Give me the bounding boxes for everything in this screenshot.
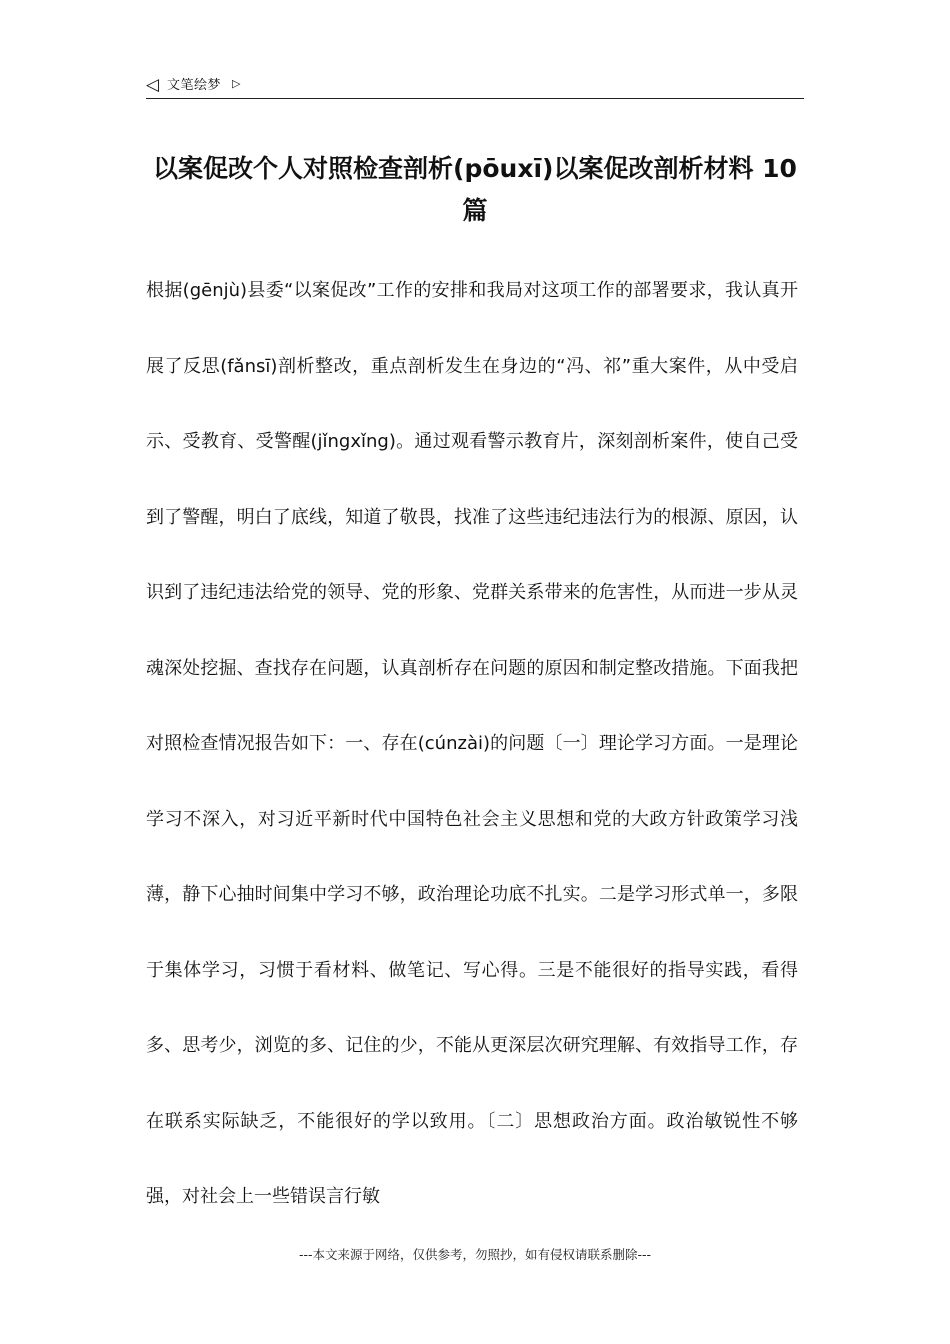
header-brand-text: 文笔绘梦	[167, 78, 222, 93]
document-title: 以案促改个人对照检查剖析(pōuxī)以案促改剖析材料 10 篇	[153, 154, 797, 225]
document-body: 根据(gēnjù)县委“以案促改”工作的安排和我局对这项工作的部署要求，我认真开展了反思(fǎnsī)剖析整改，重点剖析发生在身边的“冯、祁”重大案件，从中受启示、受教育、受警醒(jǐngxǐng)。通过观看警示教育片，深刻剖析案件，使自己受到了警醒，明白了底线，知道了敬畏，找准了这些违纪违法行为的根源、原因，认识到了违纪违法给党的领导、党的形象、党群关系带来的危害性，从而进一步从灵魂深处挖掘、查找存在问题，认真剖析存在问题的原因和制定整改措施。下面我把对照检查情况报告如下：一、存在(cúnzài)的问题〔一〕理论学习方面。一是理论学习不深入，对习近平新时代中国特色社会主义思想和党的大政方针政策学习浅薄，静下心抽时间集中学习不够，政治理论功底不扎实。二是学习形式单一，多限于集体学习，习惯于看材料、做笔记、写心得。三是不能很好的指导实践，看得多、思考少，浏览的多、记住的少，不能从更深层次研究理解、有效指导工作，存在联系实际缺乏，不能很好的学以致用。〔二〕思想政治方面。政治敏锐性不够强，对社会上一些错误言行敏	[146, 280, 798, 1207]
page-header	[146, 74, 804, 99]
left-triangle-icon: ◁	[146, 75, 160, 95]
page-footer-disclaimer: ---本文来源于网络，仅供参考，勿照抄，如有侵权请联系删除---	[298, 1247, 652, 1262]
right-triangle-icon: ▷	[232, 77, 241, 90]
